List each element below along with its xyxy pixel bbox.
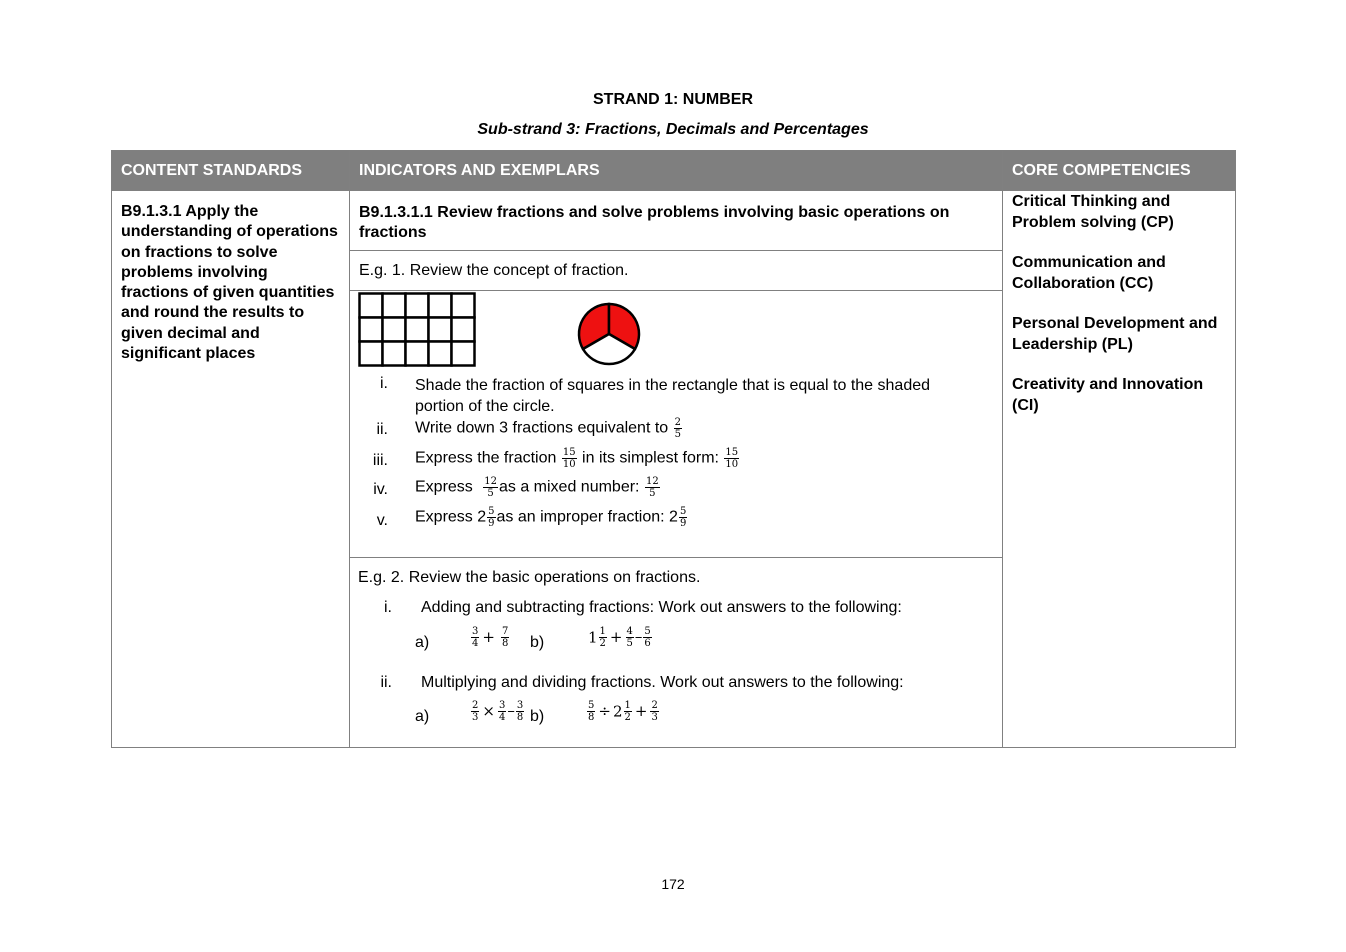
example-2-label: E.g. 2. Review the basic operations on fractions. — [358, 569, 701, 586]
grid-square — [406, 294, 429, 318]
list-number: iv. — [373, 481, 388, 498]
grid-square — [452, 294, 475, 318]
list-text: Express $\frac{12}{5}$ as a mixed number: $\frac{12}{5}$ — [415, 476, 659, 499]
core-competencies-cell — [1003, 191, 1236, 748]
content-standard-text: B9.1.3.1 Apply the understanding of operations on fractions to solve problems involving fractions of given quantities and round the results to given decimal and significant places — [121, 203, 338, 363]
part-b-label: b) — [530, 708, 545, 725]
list-text-line-1: Shade the fraction of squares in the rectangle that is equal to the shaded — [415, 377, 931, 394]
grid-square — [429, 342, 452, 366]
list-text-line-2: portion of the circle. — [415, 398, 555, 415]
grid-square — [429, 318, 452, 342]
header-content-standards: CONTENT STANDARDS — [112, 151, 350, 191]
curriculum-table — [111, 150, 1236, 748]
sub-strand-title: Sub-strand 3: Fractions, Decimals and Percentages — [477, 121, 869, 138]
fraction-circle-figure — [576, 301, 642, 367]
part-b-label: b) — [530, 634, 545, 651]
fraction: $\frac{12}{5}$ — [645, 476, 659, 499]
expression: $\frac{3}{4}$ + $\frac{7}{8}$ — [472, 626, 509, 649]
expression-row — [350, 700, 1000, 736]
list-text: Express 2 $\frac{5}{9}$ as an improper fraction: 2 $\frac{5}{9}$ — [415, 506, 687, 529]
list-item — [350, 447, 1000, 479]
grid-square — [452, 342, 475, 366]
header-core-competencies: CORE COMPETENCIES — [1003, 151, 1236, 191]
indicators-cell — [350, 191, 1003, 748]
fraction: $\frac{5}{9}$ — [679, 506, 687, 529]
table-row — [112, 191, 1236, 748]
fraction: $\frac{2}{5}$ — [674, 417, 681, 440]
list-item — [350, 476, 1000, 508]
list-item — [350, 506, 1000, 538]
expression-row — [350, 626, 1000, 662]
fraction: $\frac{12}{5}$ — [484, 476, 497, 499]
header-indicators: INDICATORS AND EXEMPLARS — [350, 151, 1003, 191]
grid-square — [383, 342, 406, 366]
part-a-label: a) — [415, 634, 430, 651]
example-2-body — [350, 558, 1002, 747]
competency-item: Critical Thinking and Problem solving (CP) — [1012, 193, 1174, 231]
list-number: i. — [384, 599, 392, 616]
list-number: ii. — [376, 421, 388, 438]
grid-square — [406, 318, 429, 342]
fraction: $\frac{15}{10}$ — [562, 447, 576, 470]
expression: $\frac{5}{8}$ ÷ 2 $\frac{1}{2}$ + $\frac{2}{3}$ — [588, 700, 658, 723]
grid-square — [360, 294, 383, 318]
competency-item: Personal Development and Leadership (PL) — [1012, 315, 1218, 353]
example-1-body — [350, 291, 1002, 558]
table-header-row — [112, 151, 1236, 191]
grid-square — [429, 294, 452, 318]
page-number: 172 — [661, 876, 685, 892]
expression: $\frac{2}{3}$ × $\frac{3}{4}$ – $\frac{3}{8}$ — [472, 700, 524, 723]
list-number: ii. — [380, 674, 392, 691]
part-a-label: a) — [415, 708, 430, 725]
grid-square — [360, 342, 383, 366]
competency-item: Creativity and Innovation (CI) — [1012, 376, 1204, 414]
grid-square — [452, 318, 475, 342]
content-standard-cell — [112, 191, 350, 748]
grid-square — [406, 342, 429, 366]
grid-square — [360, 318, 383, 342]
fraction: $\frac{5}{9}$ — [488, 506, 495, 529]
example-1-label: E.g. 1. Review the concept of fraction. — [350, 251, 1002, 291]
list-text: Adding and subtracting fractions: Work out answers to the following: — [421, 599, 902, 616]
list-text — [415, 375, 930, 417]
list-number: iii. — [372, 452, 388, 469]
list-text: Express the fraction $\frac{15}{10}$ in its simplest form: $\frac{15}{10}$ — [415, 447, 739, 470]
fraction: $\frac{15}{10}$ — [725, 447, 739, 470]
list-text: Write down 3 fractions equivalent to $\frac{2}{5}$ — [415, 417, 681, 440]
list-number: v. — [376, 512, 388, 529]
list-item — [350, 417, 1000, 449]
squares-grid-figure — [358, 292, 478, 368]
grid-square — [383, 294, 406, 318]
list-text: Multiplying and dividing fractions. Work out answers to the following: — [421, 674, 904, 691]
list-number: i. — [380, 375, 388, 392]
grid-square — [383, 318, 406, 342]
expression: 1 $\frac{1}{2}$ + $\frac{4}{5}$ – $\frac{5}{6}$ — [588, 626, 651, 649]
competency-item: Communication and Collaboration (CC) — [1012, 254, 1166, 292]
indicator-heading: B9.1.3.1.1 Review fractions and solve problems involving basic operations on fractions — [350, 191, 1002, 251]
strand-title: STRAND 1: NUMBER — [593, 91, 753, 108]
